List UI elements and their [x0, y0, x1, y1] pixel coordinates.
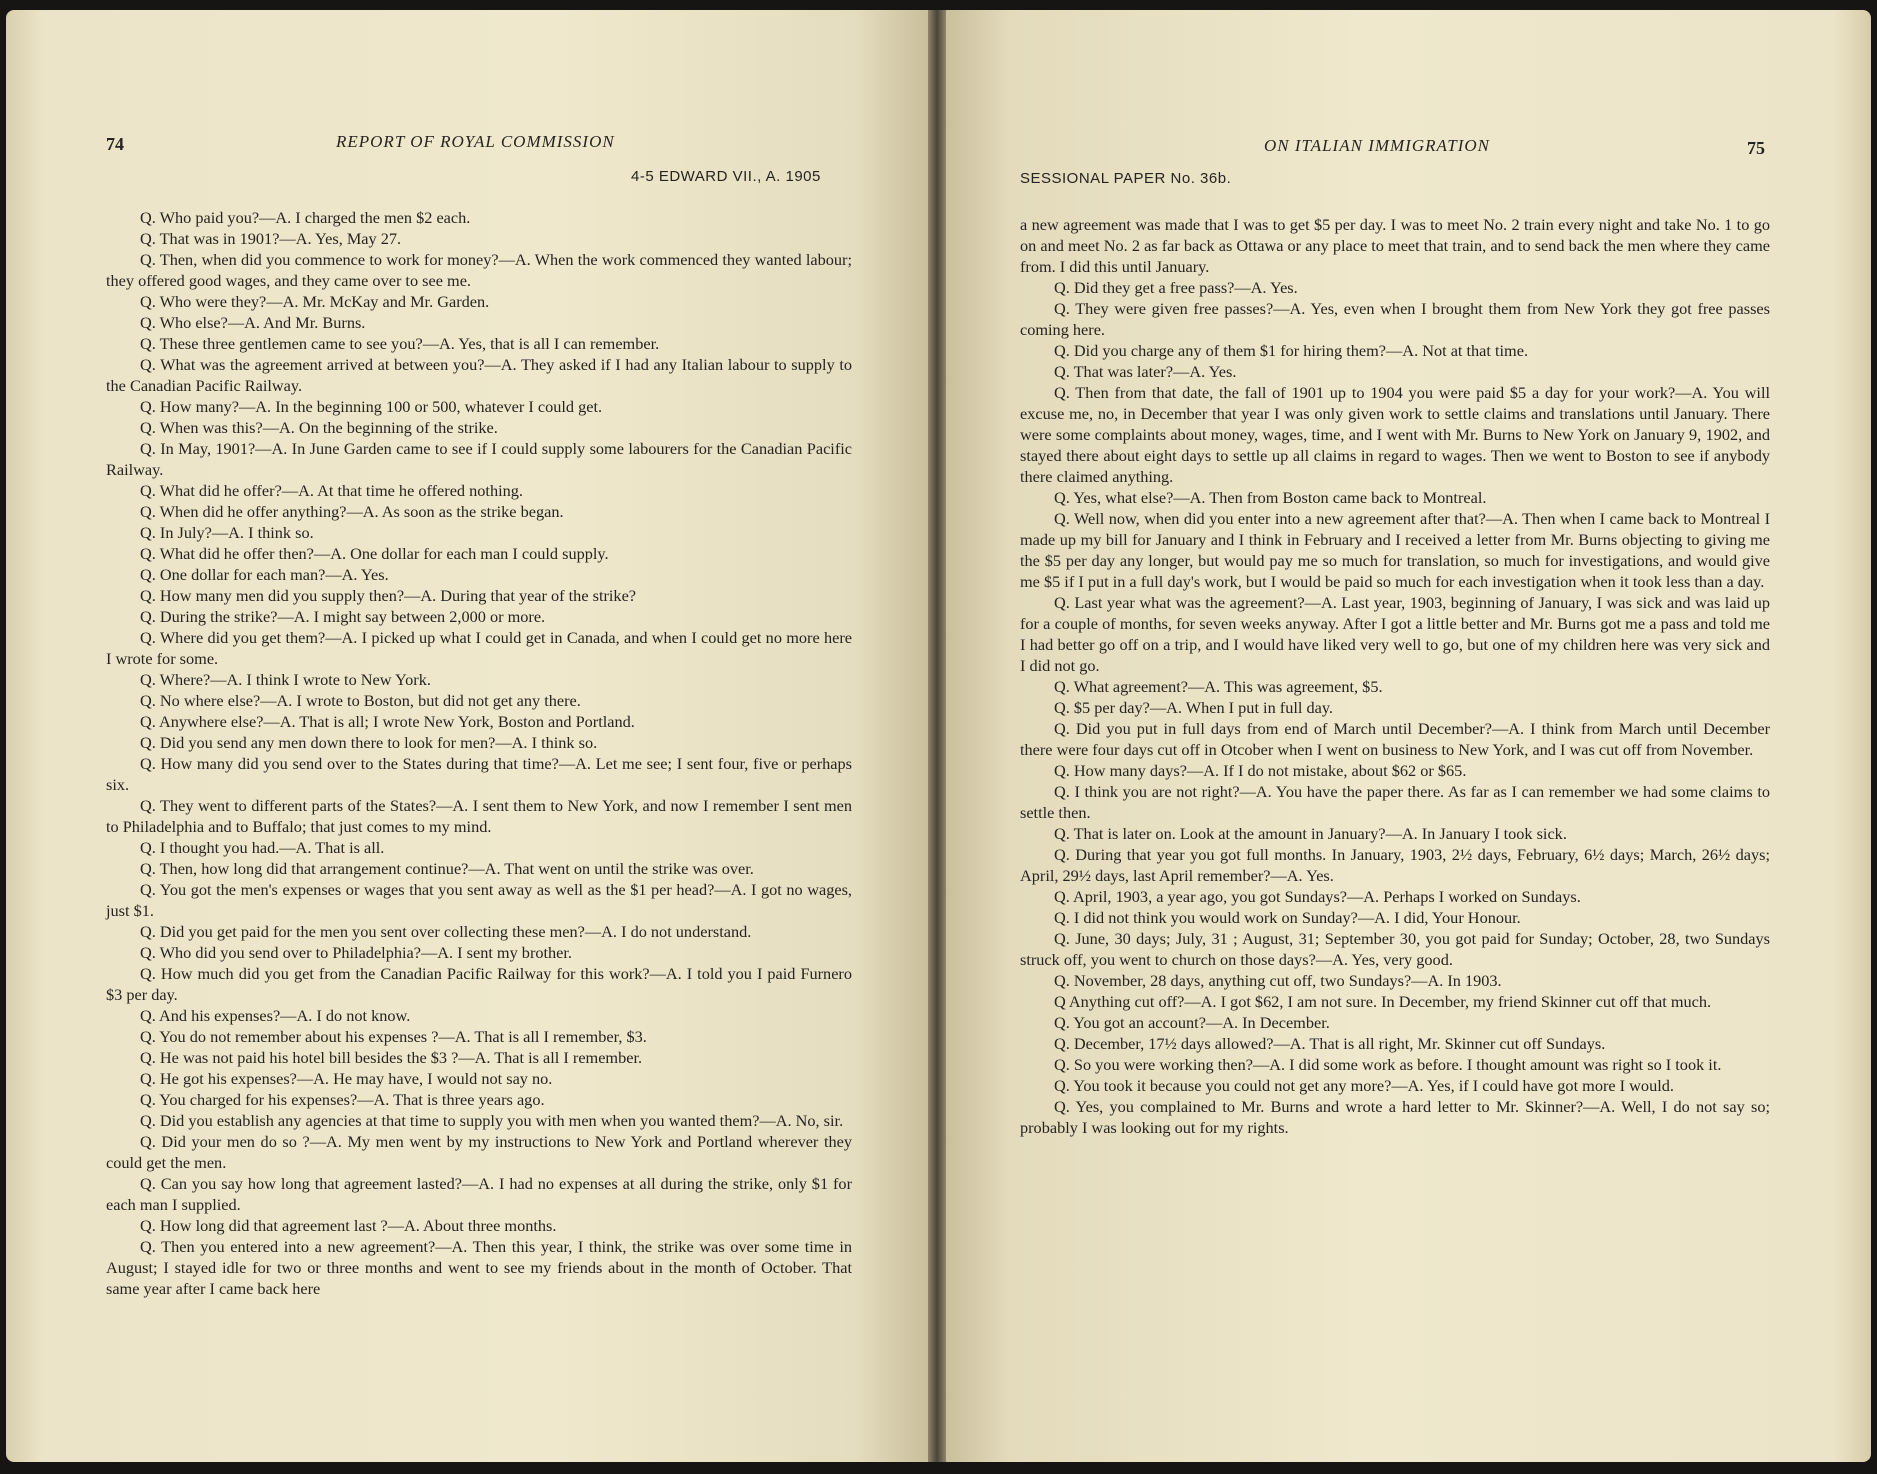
testimony-paragraph: Q. Yes, you complained to Mr. Burns and wrote a hard letter to Mr. Skinner?—A. Well, I do not say so; probably I was looking out for my rights. — [1020, 1097, 1770, 1137]
sessional-subhead: 4-5 EDWARD VII., A. 1905 — [631, 168, 821, 185]
testimony-paragraph: a new agreement was made that I was to get $5 per day. I was to meet No. 2 train every night and take No. 1 to go on and meet No. 2 as far back as Ottawa or any place to meet that train, and to send back the men where they came from. I did this until January. — [1020, 215, 1770, 276]
testimony-paragraph: Q. During the strike?—A. I might say between 2,000 or more. — [140, 607, 546, 626]
testimony-paragraph: Q. I did not think you would work on Sunday?—A. I did, Your Honour. — [1054, 908, 1521, 927]
testimony-paragraph: Q. How many days?—A. If I do not mistake, about $62 or $65. — [1054, 761, 1467, 780]
testimony-paragraph: Q. In May, 1901?—A. In June Garden came to see if I could supply some labourers for the Canadian Pacific Railway. — [106, 439, 852, 479]
testimony-paragraph: Q. Where did you get them?—A. I picked up what I could get in Canada, and when I could get no more here I wrote for some. — [106, 628, 852, 668]
testimony-paragraph: Q Anything cut off?—A. I got $62, I am not sure. In December, my friend Skinner cut off that much. — [1054, 992, 1712, 1011]
testimony-paragraph: Q. What was the agreement arrived at between you?—A. They asked if I had any Italian labour to supply to the Canadian Pacific Railway. — [106, 355, 852, 395]
right-page — [946, 10, 1871, 1462]
testimony-paragraph: Q. That was later?—A. Yes. — [1054, 362, 1237, 381]
testimony-paragraph: Q. That was in 1901?—A. Yes, May 27. — [140, 229, 402, 248]
testimony-paragraph: Q. Did your men do so ?—A. My men went by my instructions to New York and Portland wherever they could get the men. — [106, 1132, 852, 1172]
testimony-paragraph: Q. June, 30 days; July, 31 ; August, 31; September 30, you got paid for Sunday; October, 28, two Sundays struck off, you went to church on those days?—A. Yes, very good. — [1020, 929, 1770, 969]
testimony-paragraph: Q. I thought you had.—A. That is all. — [140, 838, 385, 857]
testimony-paragraph: Q. Can you say how long that agreement lasted?—A. I had no expenses at all during the strike, only $1 for each man I supplied. — [106, 1174, 852, 1214]
testimony-paragraph: Q. Then, when did you commence to work for money?—A. When the work commenced they wanted labour; they offered good wages, and they came over to see me. — [106, 250, 852, 290]
testimony-paragraph: Q. You do not remember about his expenses ?—A. That is all I remember, $3. — [140, 1027, 647, 1046]
testimony-paragraph: Q. In July?—A. I think so. — [140, 523, 314, 542]
testimony-paragraph: Q. That is later on. Look at the amount in January?—A. In January I took sick. — [1054, 824, 1567, 843]
testimony-paragraph: Q. Did you charge any of them $1 for hiring them?—A. Not at that time. — [1054, 341, 1529, 360]
testimony-paragraph: Q. How much did you get from the Canadian Pacific Railway for this work?—A. I told you I paid Furnero $3 per day. — [106, 964, 852, 1004]
testimony-body-left — [106, 207, 852, 1299]
testimony-paragraph: Q. April, 1903, a year ago, you got Sundays?—A. Perhaps I worked on Sundays. — [1054, 887, 1581, 906]
testimony-paragraph: Q. Who paid you?—A. I charged the men $2 each. — [140, 208, 471, 227]
testimony-paragraph: Q. Yes, what else?—A. Then from Boston came back to Montreal. — [1054, 488, 1487, 507]
testimony-paragraph: Q. Did they get a free pass?—A. Yes. — [1054, 278, 1298, 297]
testimony-paragraph: Q. How many?—A. In the beginning 100 or 500, whatever I could get. — [140, 397, 603, 416]
testimony-paragraph: Q. $5 per day?—A. When I put in full day. — [1054, 698, 1333, 717]
testimony-paragraph: Q. You charged for his expenses?—A. That is three years ago. — [140, 1090, 545, 1109]
testimony-paragraph: Q. Anywhere else?—A. That is all; I wrote New York, Boston and Portland. — [140, 712, 635, 731]
page-number: 75 — [1747, 138, 1765, 158]
testimony-paragraph: Q. When was this?—A. On the beginning of the strike. — [140, 418, 498, 437]
testimony-paragraph: Q. November, 28 days, anything cut off, two Sundays?—A. In 1903. — [1054, 971, 1502, 990]
testimony-paragraph: Q. What did he offer then?—A. One dollar for each man I could supply. — [140, 544, 609, 563]
testimony-paragraph: Q. What agreement?—A. This was agreement, $5. — [1054, 677, 1383, 696]
testimony-paragraph: Q. Well now, when did you enter into a new agreement after that?—A. Then when I came back to Montreal I made up my bill for January and I think in February and I received a letter from Mr. Burns objecting to giving me the $5 per day any longer, but would pay me so much for translation, so much for investigations, and would give me $5 if I put in a full day's work, but I would be paid so much for each investigation when it took less than a day. — [1020, 509, 1770, 591]
page-number: 74 — [106, 134, 124, 154]
testimony-paragraph: Q. One dollar for each man?—A. Yes. — [140, 565, 389, 584]
testimony-paragraph: Q. You took it because you could not get any more?—A. Yes, if I could have got more I would. — [1054, 1076, 1674, 1095]
testimony-paragraph: Q. He was not paid his hotel bill besides the $3 ?—A. That is all I remember. — [140, 1048, 643, 1067]
testimony-paragraph: Q. Did you send any men down there to look for men?—A. I think so. — [140, 733, 598, 752]
left-page — [6, 10, 928, 1462]
testimony-paragraph: Q. How many men did you supply then?—A. During that year of the strike? — [140, 586, 637, 605]
testimony-paragraph: Q. So you were working then?—A. I did some work as before. I thought amount was right so I took it. — [1054, 1055, 1722, 1074]
book-gutter — [928, 10, 946, 1462]
testimony-paragraph: Q. Who else?—A. And Mr. Burns. — [140, 313, 366, 332]
testimony-paragraph: Q. During that year you got full months. In January, 1903, 2½ days, February, 6½ days; March, 26½ days; April, 29½ days, last April remember?—A. Yes. — [1020, 845, 1770, 885]
testimony-paragraph: Q. How many did you send over to the States during that time?—A. Let me see; I sent four, five or perhaps six. — [106, 754, 852, 794]
testimony-paragraph: Q. Who did you send over to Philadelphia?—A. I sent my brother. — [140, 943, 572, 962]
testimony-paragraph: Q. How long did that agreement last ?—A. About three months. — [140, 1216, 557, 1235]
testimony-paragraph: Q. What did he offer?—A. At that time he offered nothing. — [140, 481, 523, 500]
testimony-paragraph: Q. Did you get paid for the men you sent over collecting these men?—A. I do not understand. — [140, 922, 752, 941]
testimony-paragraph: Q. Then, how long did that arrangement continue?—A. That went on until the strike was over. — [140, 859, 754, 878]
testimony-paragraph: Q. Who were they?—A. Mr. McKay and Mr. Garden. — [140, 292, 490, 311]
running-head: REPORT OF ROYAL COMMISSION — [336, 132, 615, 151]
testimony-paragraph: Q. Then from that date, the fall of 1901 up to 1904 you were paid $5 a day for your work?—A. You will excuse me, no, in December that year I was only given work to settle claims and translations until January. There were some complaints about money, wages, time, and I went with Mr. Burns to New York on January 9, 1902, and stayed there about eight days to settle up all claims in regard to wages. Then we went to Boston to see if anybody there claimed anything. — [1020, 383, 1770, 486]
testimony-paragraph: Q. I think you are not right?—A. You have the paper there. As far as I can remember we had some claims to settle then. — [1020, 782, 1770, 822]
testimony-body-right — [1020, 214, 1770, 1138]
testimony-paragraph: Q. Where?—A. I think I wrote to New York. — [140, 670, 431, 689]
testimony-paragraph: Q. Then you entered into a new agreement?—A. Then this year, I think, the strike was over some time in August; I stayed idle for two or three months and went to see my friends about in the month of October. That same year after I came back here — [106, 1237, 852, 1298]
testimony-paragraph: Q. When did he offer anything?—A. As soon as the strike began. — [140, 502, 564, 521]
testimony-paragraph: Q. Did you establish any agencies at that time to supply you with men when you wanted them?—A. No, sir. — [140, 1111, 844, 1130]
testimony-paragraph: Q. No where else?—A. I wrote to Boston, but did not get any there. — [140, 691, 581, 710]
testimony-paragraph: Q. They went to different parts of the States?—A. I sent them to New York, and now I remember I sent men to Philadelphia and to Buffalo; that just comes to my mind. — [106, 796, 852, 836]
testimony-paragraph: Q. You got an account?—A. In December. — [1054, 1013, 1330, 1032]
running-head: ON ITALIAN IMMIGRATION — [1264, 136, 1490, 155]
testimony-paragraph: Q. Did you put in full days from end of March until December?—A. I think from March until December there were four days cut off in Otcober when I went on business to New York, and I was cut off from November. — [1020, 719, 1770, 759]
testimony-paragraph: Q. Last year what was the agreement?—A. Last year, 1903, beginning of January, I was sick and was laid up for a couple of months, for seven weeks anyway. After I got a little better and Mr. Burns got me a pass and told me I had better go off on a trip, and I would have liked very well to go, but one of my children here was very sick and I did not go. — [1020, 593, 1770, 675]
testimony-paragraph: Q. These three gentlemen came to see you?—A. Yes, that is all I can remember. — [140, 334, 660, 353]
testimony-paragraph: Q. You got the men's expenses or wages that you sent away as well as the $1 per head?—A. I got no wages, just $1. — [106, 880, 852, 920]
sessional-subhead: SESSIONAL PAPER No. 36b. — [1020, 170, 1232, 187]
testimony-paragraph: Q. December, 17½ days allowed?—A. That is all right, Mr. Skinner cut off Sundays. — [1054, 1034, 1606, 1053]
testimony-paragraph: Q. He got his expenses?—A. He may have, I would not say no. — [140, 1069, 553, 1088]
testimony-paragraph: Q. And his expenses?—A. I do not know. — [140, 1006, 411, 1025]
testimony-paragraph: Q. They were given free passes?—A. Yes, even when I brought them from New York they got free passes coming here. — [1020, 299, 1770, 339]
